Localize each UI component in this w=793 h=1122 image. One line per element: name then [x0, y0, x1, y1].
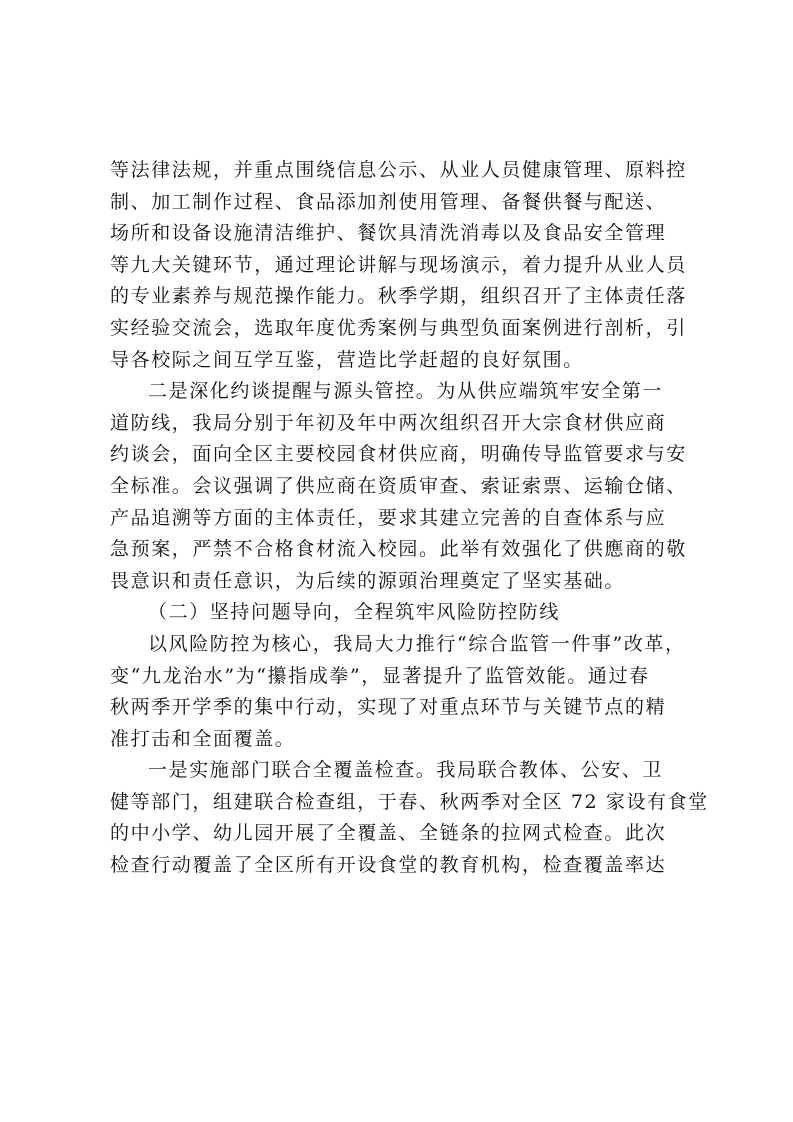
- text-line: 产品追溯等方面的主体责任，要求其建立完善的自查体系与应: [110, 506, 667, 529]
- text-line: 二是深化约谈提醒与源头管控。为从供应端筑牢安全第一: [148, 380, 664, 403]
- text-line: 的中小学、幼儿园开展了全覆盖、全链条的拉网式检查。此次: [110, 822, 667, 845]
- text-line: 准打击和全面覆盖。: [110, 727, 296, 750]
- text-line: 道防线，我局分别于年初及年中两次组织召开大宗食材供应商: [110, 411, 667, 434]
- text-line: 制、加工制作过程、食品添加剂使用管理、备餐供餐与配送、: [110, 190, 667, 213]
- text-line: 健等部门，组建联合检查组，于春、秋两季对全区 72 家设有食堂: [110, 790, 709, 813]
- text-line: 等法律法规，并重点围绕信息公示、从业人员健康管理、原料控: [110, 159, 687, 181]
- text-line: 导各校际之间互学互鉴，营造比学赶超的良好氛围。: [110, 348, 584, 371]
- text-line: 全标准。会议强调了供应商在资质审查、索证索票、运输仓储、: [110, 474, 687, 497]
- text-line: 等九大关键环节，通过理论讲解与现场演示，着力提升从业人员: [110, 253, 687, 276]
- document-body: [110, 155, 709, 882]
- text-line: 一是实施部门联合全覆盖检查。我局联合教体、公安、卫: [148, 759, 664, 782]
- text-line: 约谈会，面向全区主要校园食材供应商，明确传导监管要求与安: [110, 443, 687, 466]
- text-line: （二）坚持问题导向，全程筑牢风险防控防线: [148, 601, 561, 624]
- text-line: 场所和设备设施清洁维护、餐饮具清洗消毒以及食品安全管理: [110, 222, 667, 245]
- text-line: 实经验交流会，选取年度优秀案例与典型负面案例进行剖析，引: [110, 316, 687, 339]
- text-line: 畏意识和责任意识，为后续的源頭治理奠定了坚实基础。: [110, 569, 626, 592]
- text-line: 变“九龙治水”为“攥指成拳”，显著提升了监管效能。通过春: [110, 664, 650, 687]
- text-line: 的专业素养与规范操作能力。秋季学期，组织召开了主体责任落: [110, 285, 687, 308]
- text-line: 以风险防控为核心，我局大力推行“综合监管一件事”改革，: [148, 632, 686, 655]
- text-line: 检查行动覆盖了全区所有开设食堂的教育机构，检查覆盖率达: [110, 854, 667, 877]
- text-line: 秋两季开学季的集中行动，实现了对重点环节与关键节点的精: [110, 696, 667, 719]
- text-line: 急预案，严禁不合格食材流入校园。此举有效强化了供應商的敬: [110, 538, 687, 561]
